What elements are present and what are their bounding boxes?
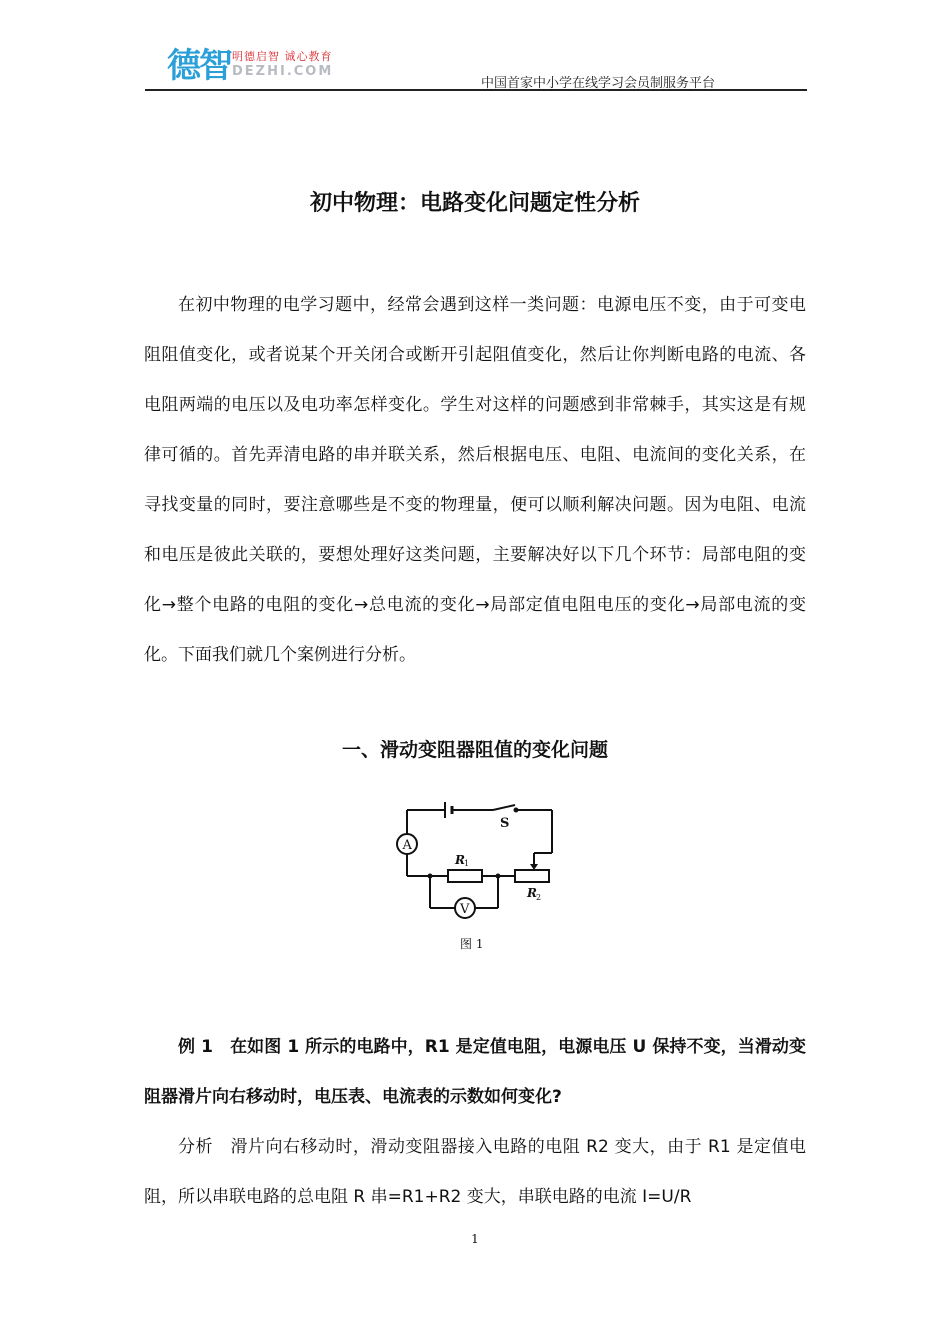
page-number: 1 xyxy=(471,1232,479,1246)
intro-paragraph: 在初中物理的电学习题中，经常会遇到这样一类问题：电源电压不变，由于可变电阻阻值变化，或者说某个开关闭合或断开引起阻值变化，然后让你判断电路的电流、各电阻两端的电压以及电功率怎样变化。学生对这样的问题感到非常棘手，其实这是有规律可循的。首先弄清电路的串并联关系，然后根据电压、电阻、电流间的变化关系，在寻找变量的同时，要注意哪些是不变的物理量，便可以顺利解决问题。因为电阻、电流和电压是彼此关联的，要想处理好这类问题，主要解决好以下几个环节：局部电阻的变化→整个电路的电阻的变化→总电流的变化→局部定值电阻电压的变化→局部电流的变化。下面我们就几个案例进行分析。 xyxy=(144,295,806,665)
section-heading: 一、滑动变阻器阻值的变化问题 xyxy=(341,739,608,761)
r2-label: R xyxy=(527,886,537,900)
ammeter-label: A xyxy=(402,838,412,853)
figure-caption: 图 1 xyxy=(460,937,484,951)
r2-subscript: 2 xyxy=(536,893,542,902)
r1-subscript: 1 xyxy=(464,859,470,868)
logo-slogan: 明德启智 诚心教育 xyxy=(232,50,333,63)
circuit-diagram xyxy=(390,796,565,961)
logo: 德智 xyxy=(167,46,231,86)
voltmeter-label: V xyxy=(460,902,470,917)
logo-domain: DEZHI.COM xyxy=(232,64,334,79)
example-question: 例 1 在如图 1 所示的电路中，R1 是定值电阻，电源电压 U 保持不变，当滑动变阻器滑片向右移动时，电压表、电流表的示数如何变化? xyxy=(144,1037,806,1107)
header-tagline: 中国首家中小学在线学习会员制服务平台 xyxy=(480,76,715,91)
header-divider xyxy=(145,89,807,91)
document-title: 初中物理：电路变化问题定性分析 xyxy=(309,191,640,216)
example-analysis: 分析 滑片向右移动时，滑动变阻器接入电路的电阻 R2 变大，由于 R1 是定值电阻，所以串联电路的总电阻 R 串=R1+R2 变大，串联电路的电流 I=U/R xyxy=(144,1137,806,1207)
page-header xyxy=(145,40,805,92)
r1-label: R xyxy=(455,853,465,867)
switch-label: S xyxy=(500,816,510,831)
example-section xyxy=(144,1022,806,1222)
intro-section xyxy=(144,280,806,680)
